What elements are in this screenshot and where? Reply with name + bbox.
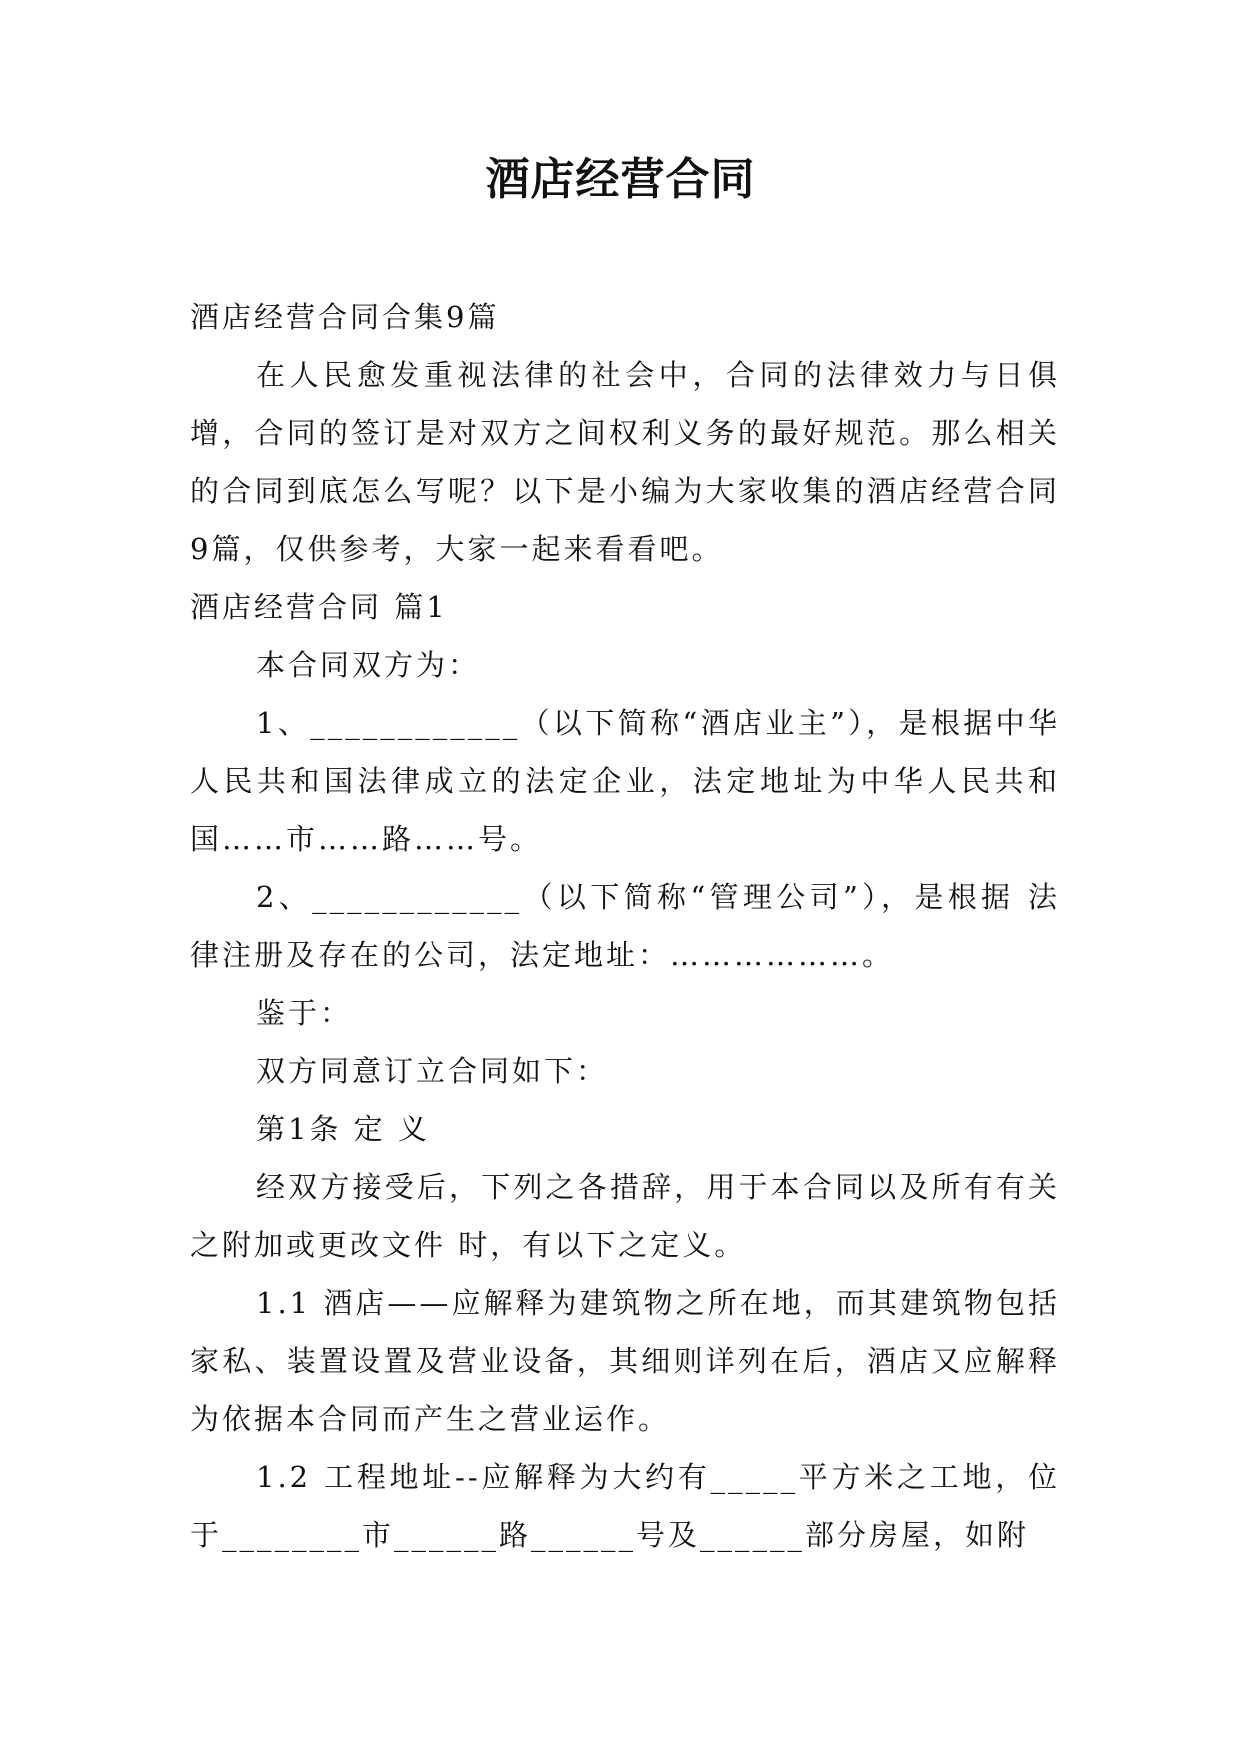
article-heading: 第1条 定 义: [256, 1112, 430, 1146]
intro-paragraph: 在人民愈发重视法律的社会中，合同的法律效力与日俱增，合同的签订是对双方之间权利义务的最好规范。那么相关的合同到底怎么写呢？以下是小编为大家收集的酒店经营合同9篇，仅供参考，大家一起来看看吧。: [190, 358, 1060, 566]
party-one-paragraph: 1、____________（以下简称“酒店业主”），是根据中华人民共和国法律成立的法定企业，法定地址为中华人民共和国……市……路……号。: [190, 706, 1060, 856]
section-heading: 酒店经营合同 篇1: [190, 590, 448, 624]
document-title: 酒店经营合同: [485, 154, 756, 205]
definitions-paragraph: 经双方接受后，下列之各措辞，用于本合同以及所有有关之附加或更改文件 时，有以下之定义。: [190, 1170, 1060, 1262]
whereas-paragraph: 鉴于：: [256, 996, 353, 1030]
clause-1-2-paragraph: 1.2 工程地址--应解释为大约有_____平方米之工地，位于________市______路______号及______部分房屋，如附: [190, 1460, 1060, 1552]
collection-heading: 酒店经营合同合集9篇: [190, 300, 500, 334]
party-two-paragraph: 2、____________（以下简称“管理公司”），是根据 法律注册及存在的公司，法定地址：………………。: [190, 880, 1060, 972]
clause-1-1-paragraph: 1.1 酒店——应解释为建筑物之所在地，而其建筑物包括家私、装置设置及营业设备，其细则详列在后，酒店又应解释为依据本合同而产生之营业运作。: [190, 1286, 1060, 1436]
parties-intro: 本合同双方为：: [256, 648, 481, 682]
document-body: [190, 288, 1060, 1564]
agreement-paragraph: 双方同意订立合同如下：: [256, 1054, 609, 1088]
